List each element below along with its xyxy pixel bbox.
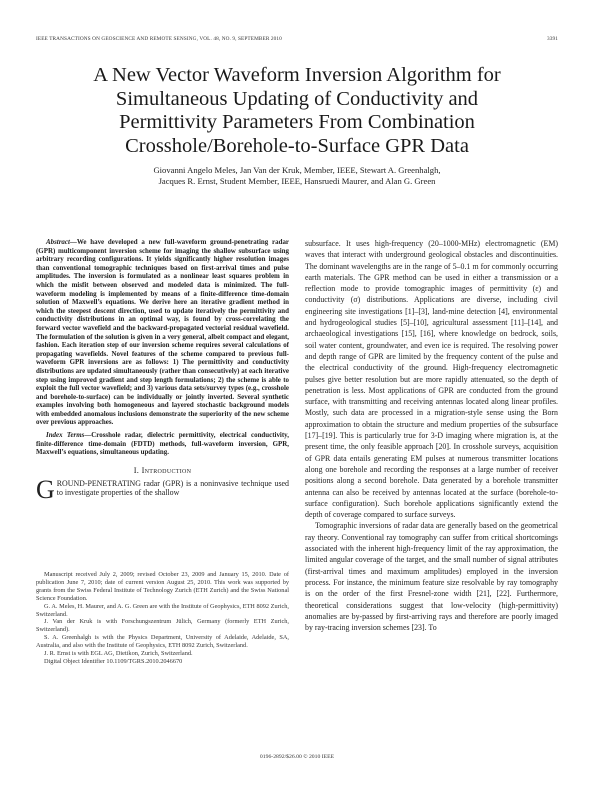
running-head [36,36,558,42]
body-paragraph: subsurface. It uses high-frequency (20–1000-MHz) electromagnetic (EM) waves that interact with underground geological obstacles and discontinuities. The dominant wavelengths are in the range of 5–0.1 m for commonly occurring earth materials. The GPR method can be used in either a transmission or a reflection mode to provide tomographic images of permittivity (ε) and conductivity (σ) distributions. Applications are diverse, including civil engineering site investigations [1]–[3], land-mine detection [4], environmental and hydrogeological studies [5]–[10], agricultural assessment [11]–[14], and archaeological investigations [15], [16], where knowledge on bedrock, soils, soil water content, groundwater, and even ice is required. The resolving power and depth range of GPR are limited by the frequency content of the pulse and the electrical conductivity of the ground. High-frequency electromagnetic pulses give better resolution but are more rapidly attenuated, so the depth of penetration is less. Most applications of GPR are conducted from the ground surface, with transmitting and receiving antennas located along linear profiles. Mostly, such data are processed in a migration-style sense using the Born approximation to obtain the structure and medium properties of the subsurface [17]–[19]. This is particularly true for 3-D imaging where migration is, at the present time, the only feasible approach [20]. In crosshole surveys, acquisition of GPR data entails generating EM pulses at numerous transmitter locations along one borehole and recording the responses at a large number of receiver positions along a second borehole. Data generated by a borehole transmitter antenna can also be received by antennas located at the surface (borehole-to-surface configuration). Such borehole applications significantly extend the depth of coverage compared to surface surveys. [305,239,558,520]
drop-cap: G [36,474,55,504]
copyright-line: 0196-2892/$26.00 © 2010 IEEE [259,754,335,760]
intro-text: radar (GPR) is a noninvasive technique used to investigate properties of the shallow [56,478,289,498]
intro-start-word: ROUND-PENETRATING [56,478,141,488]
abstract [36,238,289,427]
footnote: G. A. Meles, H. Maurer, and A. G. Green are with the Institute of Geophysics, ETH 8092 Zurich, Switzerland. [36,602,289,618]
title-line: Crosshole/Borehole-to-Surface GPR Data [125,134,469,157]
author-line: Jacques R. Ernst, Student Member, IEEE, Hansruedi Maurer, and Alan G. Green [158,176,436,186]
title-line: Simultaneous Updating of Conductivity and [115,87,479,110]
title-line: Permittivity Parameters From Combination [119,111,475,133]
abstract-text: —We have developed a new full-waveform ground-penetrating radar (GPR) multicomponent inversion scheme for imaging the shallow subsurface using arbitrary recording configurations. It yields significantly higher resolution images than conventional tomographic techniques based on first-arrival times and pulse amplitudes. The inversion is formulated as a nonlinear least squares problem in which the misfit between observed and modeled data is minimized. The full-waveform modeling is implemented by means of a finite-difference time-domain solution of Maxwell’s equations. We derive here an iterative gradient method in which the steepest descent direction, used to update iteratively the permittivity and conductivity distributions in an optimal way, is found by cross-correlating the forward vector wavefield and the backward-propagated vectorial residual wavefield. The formulation of the solution is given in a very general, albeit compact and elegant, fashion. Each iteration step of our inversion scheme requires several calculations of propagating wavefields. Novel features of the scheme compared to previous full-waveform GPR inversions are as follows: 1) The permittivity and conductivity distributions are updated simultaneously (rather than consecutively) at each iterative step using improved gradient and step length formulations; 2) the scheme is able to exploit the full vector wavefield; and 3) various data sets/survey types (e.g., crosshole and borehole-to-surface) can be individually or jointly inverted. Several synthetic examples involving both homogeneous and layered stochastic background models with embedded anomalous inclusions demonstrate the superiority of the new scheme over previous approaches. [36,238,289,427]
footnote: S. A. Greenhalgh is with the Physics Department, University of Adelaide, Adelaide, SA, Australia, and also with the Institute of Geophysics, ETH 8092 Zurich, Switzerland. [36,634,289,650]
section-heading: I. Introduction [133,465,192,475]
left-column [36,238,289,504]
footnote: J. Van der Kruk is with Forschungszentrum Jülich, Germany (formerly ETH Zurich, Switzerland). [36,618,289,634]
title-line: A New Vector Waveform Inversion Algorithm for [93,64,501,86]
right-column [305,238,558,633]
footnote-doi: Digital Object Identifier 10.1109/TGRS.2010.2046670 [44,657,183,665]
footnote: Manuscript received July 2, 2009; revised October 23, 2009 and January 15, 2010. Date of publication June 7, 2010; date of current version August 25, 2010. This work was supported by grants from the Swiss Federal Institute of Technology Zurich (ETH Zurich) and the Swiss National Science Foundation. [36,571,289,602]
intro-paragraph [36,474,289,504]
author-line: Giovanni Angelo Meles, Jan Van der Kruk, Member, IEEE, Stewart A. Greenhalgh, [153,165,441,175]
index-terms-text: —Crosshole radar, dielectric permittivity, electrical conductivity, finite-difference time-domain (FDTD) methods, full-waveform inversion, GPR, Maxwell’s equations, simultaneous updating. [36,431,289,457]
abstract-lead: Abstract [46,238,70,246]
author-list [36,165,558,187]
index-terms-lead: Index Terms [46,431,85,440]
index-terms [36,431,289,457]
footnotes [36,571,289,666]
title-block [36,64,558,187]
footnote: J. R. Ernst is with EGL AG, Dietikon, Zurich, Switzerland. [44,650,193,658]
journal-header: IEEE TRANSACTIONS ON GEOSCIENCE AND REMOTE SENSING, VOL. 48, NO. 9, SEPTEMBER 2010 [36,36,282,42]
body-paragraph: Tomographic inversions of radar data are generally based on the geometrical ray theory. Conventional ray tomography can suffer from critical shortcomings associated with the inherent high-frequency limit of the ray approximation, the limited angular coverage of the target, and the small number of signal attributes (first-arrival times and maximum amplitudes) employed in the inversion process. For instance, the minimum feature size resolvable by ray tomography is on the order of the first Fresnel-zone width [21], [22]. Furthermore, theoretical considerations suggest that low-velocity (high-permittivity) anomalies are by-passed by first-arriving rays and therefore are poorly imaged by ray-tracing inversion schemes [23]. To [305,521,558,633]
page-number: 3391 [547,36,558,42]
